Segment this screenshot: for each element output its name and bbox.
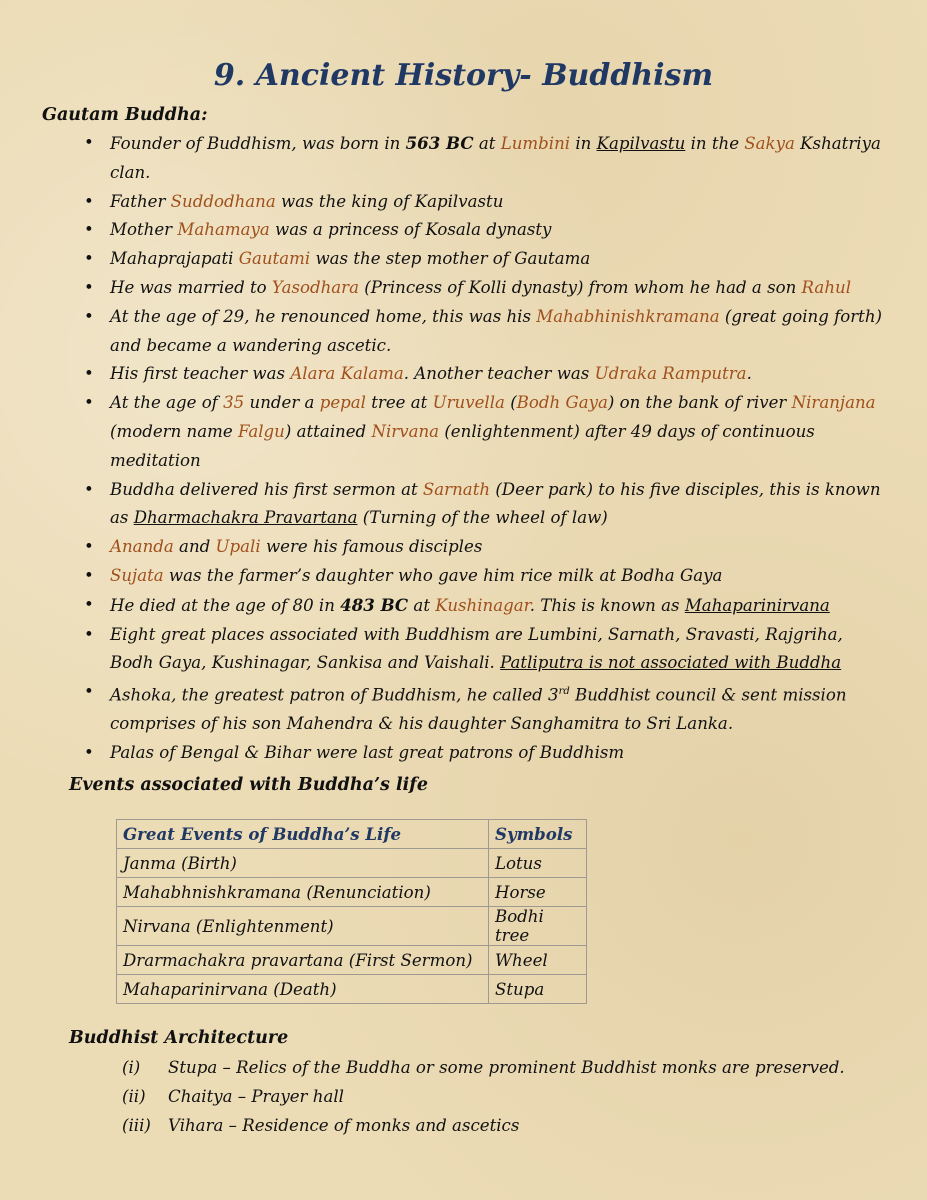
section-heading-architecture: Buddhist Architecture [69,1028,289,1048]
text-segment: Udraka Ramputra [594,364,747,384]
text-segment: Gautami [238,249,311,269]
text-segment: Mahaprajapati [110,249,239,269]
table-cell-symbol: Stupa [489,975,587,1004]
text-segment: 483 BC [340,594,409,615]
table-row [117,849,587,878]
table-cell-event: Nirvana (Enlightenment) [117,907,489,946]
list-item-number: (ii) [122,1087,146,1106]
list-item-text: Stupa – Relics of the Buddha or some prominent Buddhist monks are preserved. [168,1058,845,1077]
list-item [84,188,884,217]
table-row [117,946,587,975]
text-segment: Rahul [801,277,851,297]
list-item-text: Vihara – Residence of monks and ascetics [168,1116,520,1135]
list-item [84,533,884,562]
text-segment: at [473,134,501,153]
text-segment: ) on the bank of river [607,393,792,413]
events-table [116,819,587,1004]
text-segment: Father [110,191,171,211]
text-segment: Falgu [237,421,285,441]
text-segment: . Another teacher was [403,364,595,384]
text-segment: His first teacher was [110,364,291,384]
table-cell-event: Drarmachakra pravartana (First Sermon) [117,946,489,975]
text-segment: in the [685,134,745,153]
text-segment: Lumbini [500,134,571,153]
text-segment: ( [504,393,517,413]
text-segment: Buddhist council & sent mission comprises of his son Mahendra & his daughter Sanghamitra to Sri Lanka. [110,685,847,734]
text-segment: was the step mother of Gautama [310,249,591,269]
text-segment: rd [558,686,570,698]
text-segment: 563 BC [405,133,474,153]
text-segment: Founder of Buddhism, was born in [110,134,406,153]
table-cell-symbol: Horse [489,878,587,907]
buddha-facts-list [84,129,884,768]
text-segment: He was married to [110,277,272,297]
list-item-number: (iii) [122,1116,151,1135]
list-item [84,621,884,679]
list-item [122,1082,845,1111]
list-item [84,591,884,621]
text-segment: Palas of Bengal & Bihar were last great patrons of Buddhism [110,743,625,763]
text-segment: Kshatriya clan. [110,134,881,182]
text-segment: was a princess of Kosala dynasty [269,220,552,240]
table-cell-symbol: Lotus [489,849,587,878]
table-header-symbol: Symbols [489,820,587,849]
text-segment: Sakya [744,134,795,153]
table-cell-event: Janma (Birth) [117,849,489,878]
text-segment: Mahamaya [177,220,270,240]
text-segment: . This is known as [529,595,685,615]
text-segment: At the age of 29, he renounced home, this was his [110,306,537,326]
text-segment: 35 [223,393,245,413]
text-segment: (Princess of Kolli dynasty) from whom he had a son [359,277,802,297]
list-item [84,476,884,534]
table-cell-event: Mahabhnishkramana (Renunciation) [117,878,489,907]
text-segment: at [408,595,436,615]
list-item [84,245,884,274]
list-item-number: (i) [122,1058,141,1077]
text-segment: Kushinagar [435,595,530,615]
list-item [84,303,884,361]
text-segment: Mahabhinishkramana [536,306,720,326]
list-item [84,678,884,739]
text-segment: ) attained [284,421,372,441]
list-item [84,129,884,188]
text-segment: (Turning of the wheel of law) [357,508,608,528]
list-item [84,389,884,475]
table-row [117,975,587,1004]
text-segment: and [173,537,216,557]
text-segment: At the age of [110,393,224,413]
text-segment: Yasodhara [271,277,359,297]
list-item [122,1111,845,1140]
table-cell-symbol: Bodhi tree [489,907,587,946]
table-row [117,878,587,907]
list-item [84,216,884,245]
text-segment: Bodh Gaya [516,393,608,413]
text-segment: (modern name [110,421,238,441]
section-heading-events: Events associated with Buddha’s life [69,775,428,795]
text-segment: . [746,364,752,384]
text-segment: Upali [215,537,261,557]
list-item [84,562,884,591]
list-item [122,1053,845,1082]
text-segment: Ananda [110,537,174,557]
architecture-list [122,1053,845,1140]
text-segment: Suddodhana [170,191,276,211]
text-segment: Eight great places associated with Buddhism are Lumbini, Sarnath, Sravasti, Rajgriha, Bodh Gaya, Kushinagar, Sankisa and Vaishali. [110,624,843,673]
text-segment: were his famous disciples [260,537,483,557]
text-segment: (Deer park) to his five disciples, this is known as [110,479,881,528]
text-segment: under a [244,393,320,413]
text-segment: Alara Kalama [290,364,404,384]
table-cell-symbol: Wheel [489,946,587,975]
text-segment: Kapilvastu [596,134,686,153]
text-segment: Mother [110,220,178,240]
text-segment: Dharmachakra Pravartana [133,508,358,528]
text-segment: pepal [319,393,366,413]
section-heading-gautam-buddha: Gautam Buddha: [42,105,208,125]
text-segment: Ashoka, the greatest patron of Buddhism, he called 3 [110,685,559,705]
text-segment: was the king of Kapilvastu [275,191,504,211]
list-item [84,739,884,768]
text-segment: Sujata [110,565,164,585]
page-title: 9. Ancient History- Buddhism [213,58,714,93]
text-segment: was the farmer’s daughter who gave him rice milk at Bodha Gaya [163,565,723,585]
list-item-text: Chaitya – Prayer hall [168,1087,344,1106]
list-item [84,274,884,303]
text-segment: He died at the age of 80 in [110,595,341,615]
text-segment: Uruvella [432,393,505,413]
table-header-row [117,820,587,849]
text-segment: Nirvana [371,421,440,441]
text-segment: tree at [365,393,433,413]
text-segment: in [570,134,597,153]
text-segment: Patliputra is not associated with Buddha [500,653,842,673]
text-segment: Buddha delivered his first sermon at [110,479,423,499]
table-header-event: Great Events of Buddha’s Life [117,820,489,849]
text-segment: (enlightenment) after 49 days of continuous meditation [110,421,815,470]
text-segment: Sarnath [422,479,491,499]
table-row [117,907,587,946]
list-item [84,360,884,389]
text-segment: Mahaparinirvana [684,595,830,615]
text-segment: (great going forth) and became a wandering ascetic. [110,306,883,355]
table-cell-event: Mahaparinirvana (Death) [117,975,489,1004]
text-segment: Niranjana [791,393,876,413]
